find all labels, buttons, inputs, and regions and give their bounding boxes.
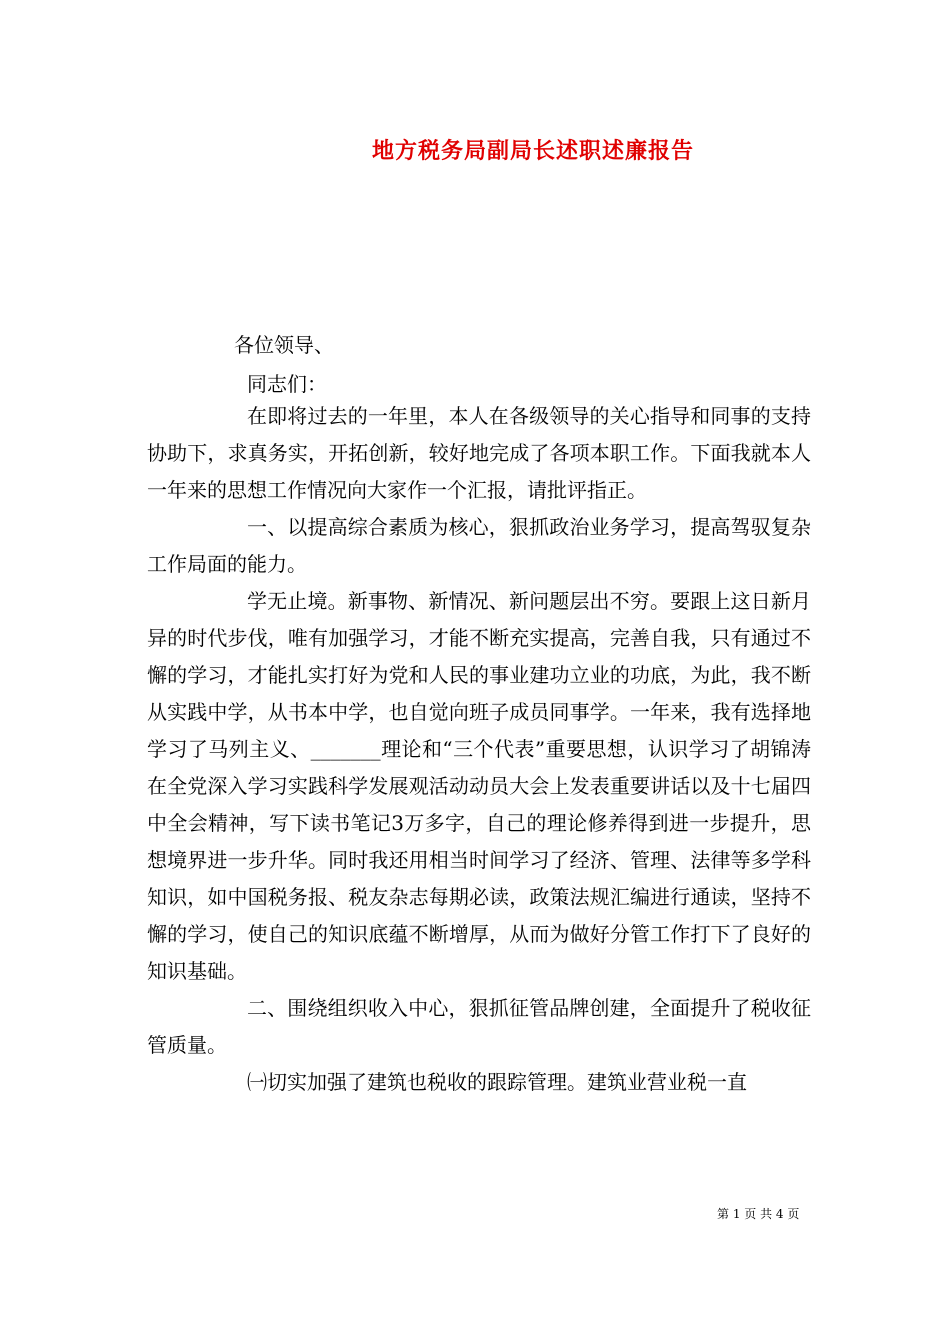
page-number-footer: 第 1 页 共 4 页 — [717, 1207, 800, 1221]
section-heading-1: 一、以提高综合素质为核心，狠抓政治业务学习，提高驾驭复杂工作局面的能力。 — [147, 515, 811, 576]
salutation-comrades: 同志们： — [247, 372, 327, 396]
paragraph-construction-tax: ㈠切实加强了建筑也税收的跟踪管理。建筑业营业税一直 — [247, 1070, 747, 1094]
section-heading-2: 二、围绕组织收入中心，狠抓征管品牌创建，全面提升了税收征管质量。 — [147, 996, 811, 1057]
salutation-leaders: 各位领导、 — [234, 333, 334, 357]
document-body — [147, 398, 811, 1101]
paragraph-study: 学无止境。新事物、新情况、新问题层出不穷。要跟上这日新月异的时代步伐，唯有加强学习，才能不断充实提高，完善自我，只有通过不懈的学习，才能扎实打好为党和人民的事业建功立业的功底，为此，我不断从实践中学，从书本中学，也自觉向班子成员同事学。一年来，我有选择地学习了马列主义、_______理论和“三个代表”重要思想，认识学习了胡锦涛在全党深入学习实践科学发展观活动动员大会上发表重要讲话以及十七届四中全会精神，写下读书笔记3万多字，自己的理论修养得到进一步提升，思想境界进一步升华。同时我还用相当时间学习了经济、管理、法律等多学科知识，如中国税务报、税友杂志每期必读，政策法规汇编进行通读，坚持不懈的学习，使自己的知识底蕴不断增厚，从而为做好分管工作打下了良好的知识基础。 — [147, 589, 811, 983]
document-title: 地方税务局副局长述职述廉报告 — [372, 138, 695, 164]
paragraph-intro: 在即将过去的一年里，本人在各级领导的关心指导和同事的支持协助下，求真务实，开拓创新，较好地完成了各项本职工作。下面我就本人一年来的思想工作情况向大家作一个汇报，请批评指正。 — [147, 404, 811, 502]
